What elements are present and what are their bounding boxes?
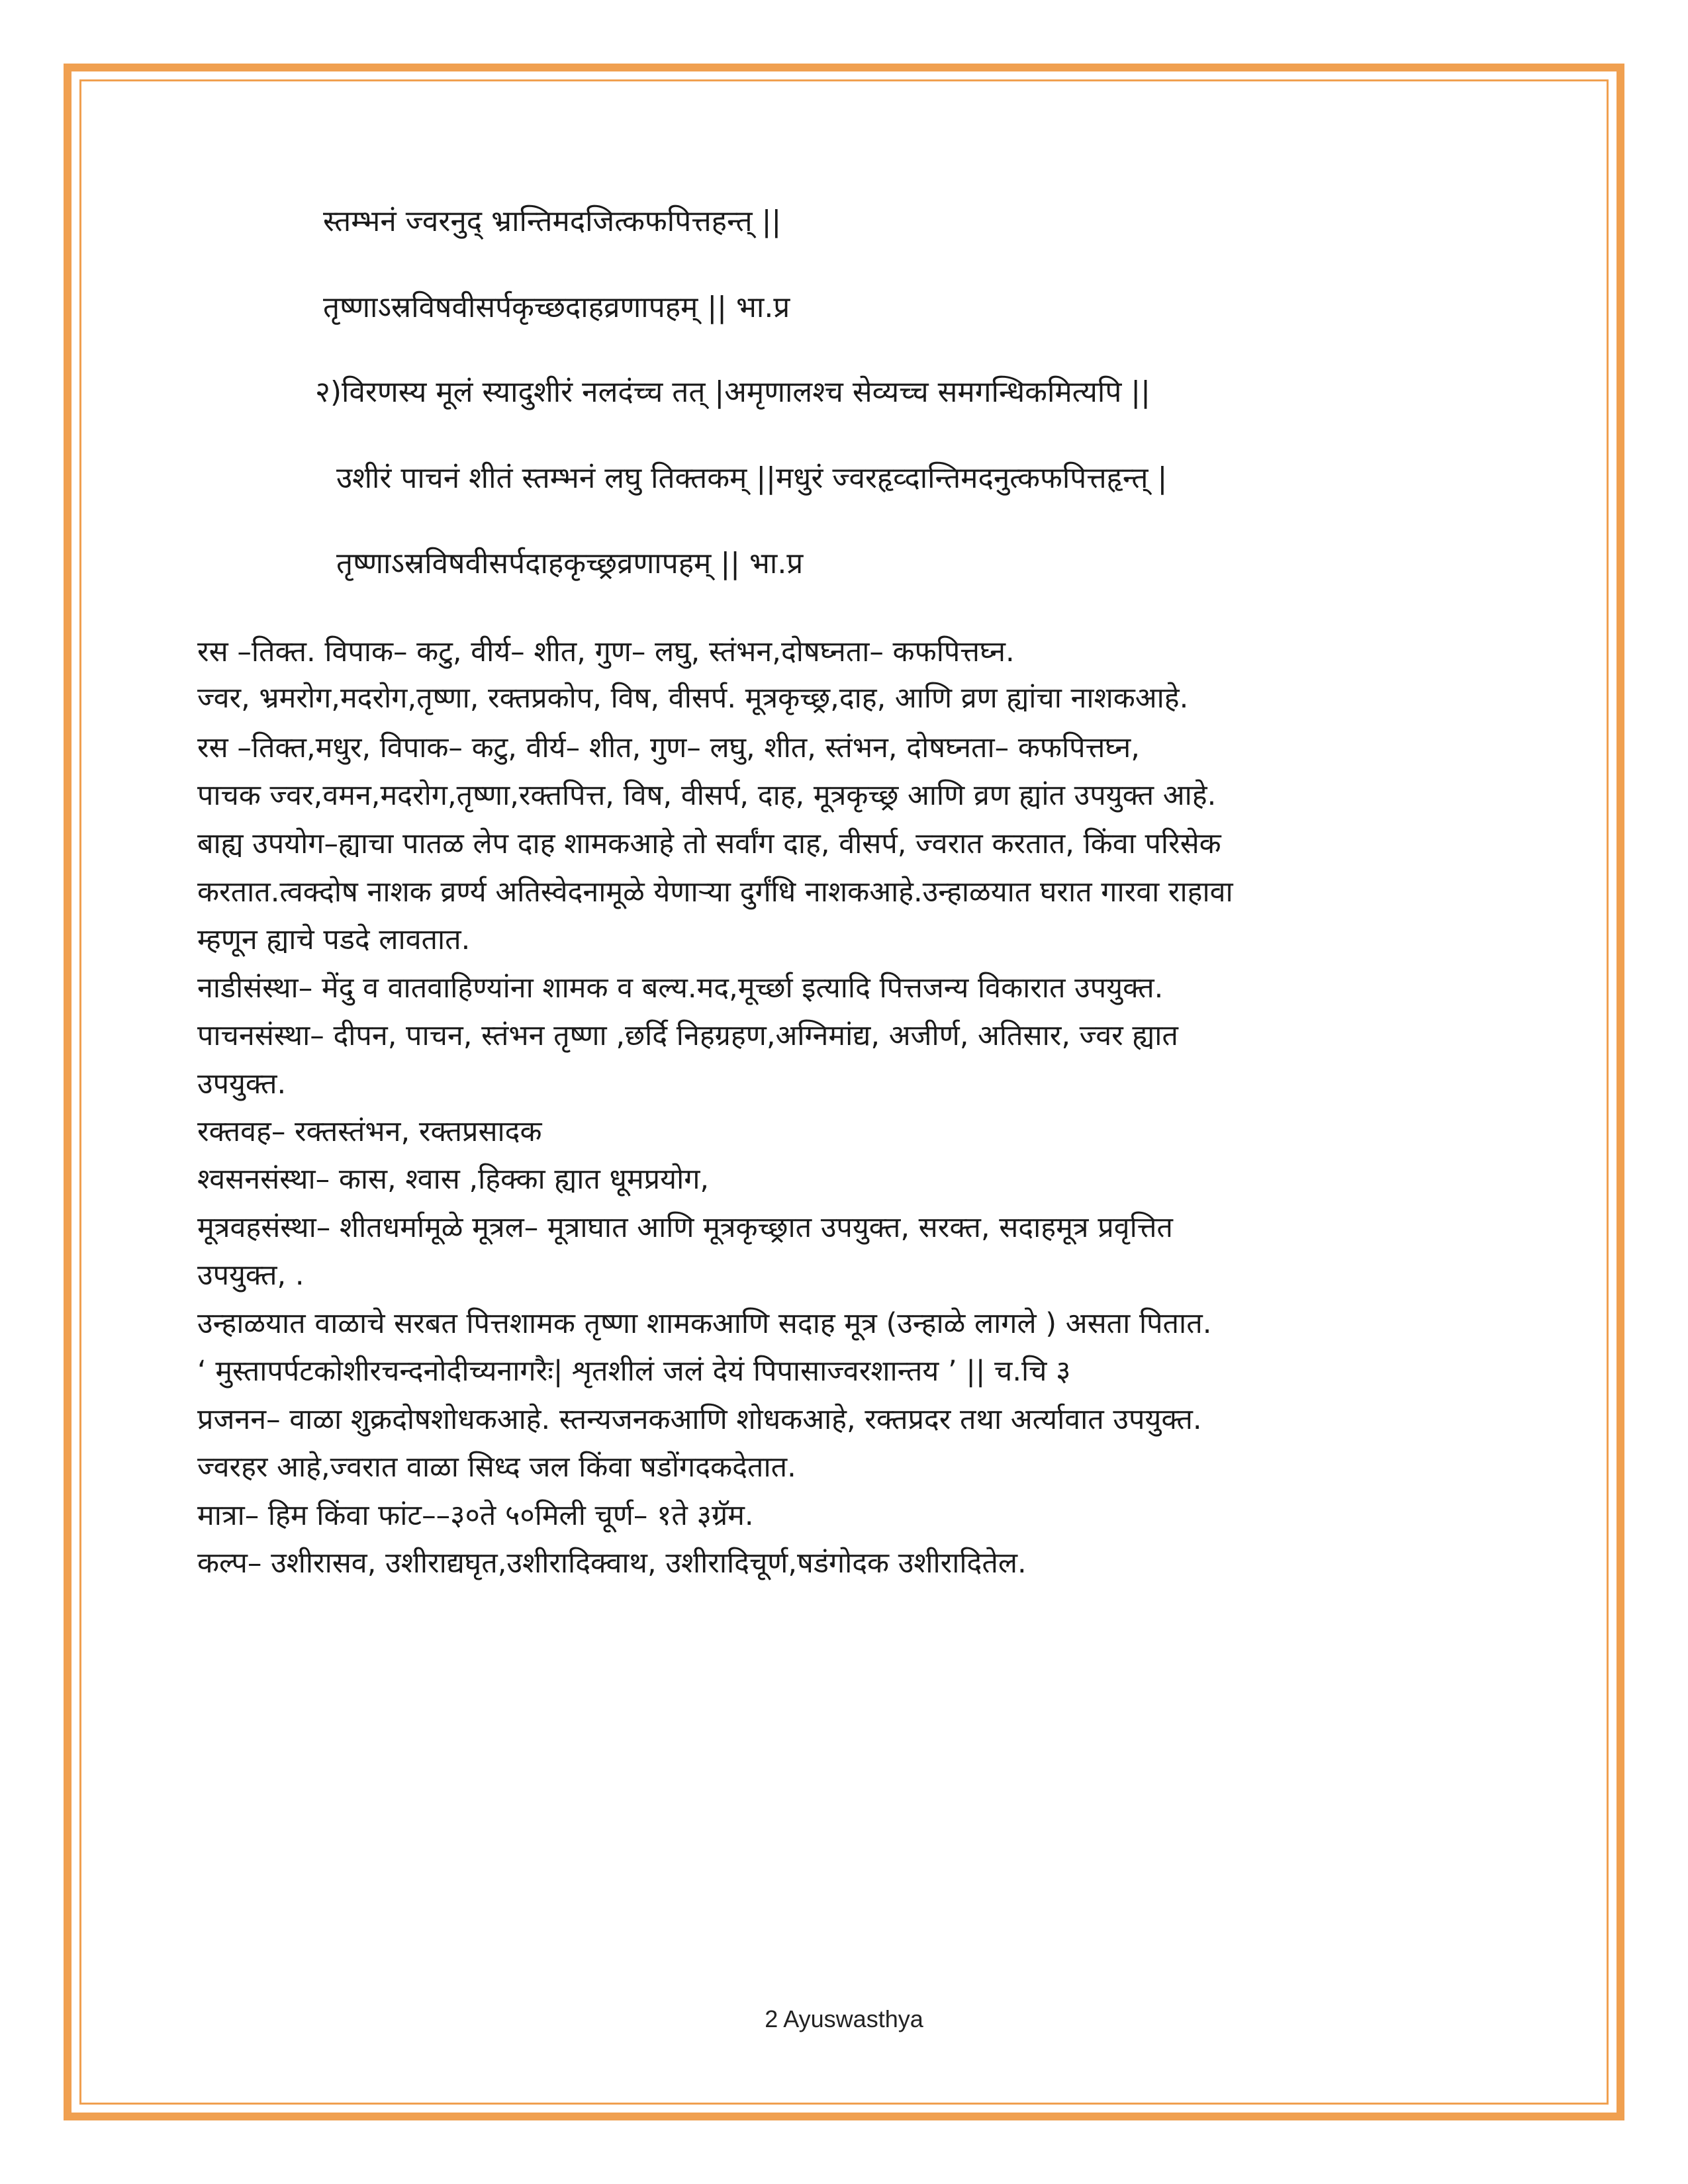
body-line-16: ‘ मुस्तापर्पटकोशीरचन्दनोदीच्यनागरैः| शृतशीलं जलं देयं पिपासाज्वरशान्तय ’ || च.चि ३ <box>197 1355 1071 1388</box>
body-line-9: पाचनसंस्था– दीपन, पाचन, स्तंभन तृष्णा ,छर्दि निहग्रहण,अग्निमांद्य, अजीर्ण, अतिसार, ज्वर ह्यात <box>197 1019 1178 1052</box>
body-line-1: रस –तिक्त. विपाक– कटु, वीर्य– शीत, गुण– लघु, स्तंभन,दोषघ्नता– कफपित्तघ्न. <box>197 635 1015 668</box>
verse-line-5: तृष्णाऽस्रविषवीसर्पदाहकृच्छ्रव्रणापहम् || भा.प्र <box>336 547 804 580</box>
body-line-15: उन्हाळयात वाळाचे सरबत पित्तशामक तृष्णा शामकआणि सदाह मूत्र (उन्हाळे लागले ) असता पितात. <box>197 1307 1212 1340</box>
body-line-19: मात्रा– हिम किंवा फांट––३०ते ५०मिली चूर्ण– १ते ३ग्रॅम. <box>197 1499 754 1532</box>
body-line-6: करतात.त्वक्दोष नाशक व्रर्ण्य अतिस्वेदनामूळे येणाऱ्या दुर्गंधि नाशकआहे.उन्हाळयात घरात गारवा राहावा <box>197 876 1233 909</box>
verse-line-2: तृष्णाऽस्रविषवीसर्पकृच्छदाहव्रणापहम् || भा.प्र <box>323 291 790 324</box>
body-line-3: रस –तिक्त,मधुर, विपाक– कटु, वीर्य– शीत, गुण– लघु, शीत, स्तंभन, दोषघ्नता– कफपित्तघ्न, <box>197 731 1140 764</box>
body-line-4: पाचक ज्वर,वमन,मदरोग,तृष्णा,रक्तपित्त, विष, वीसर्प, दाह, मूत्रकृच्छ्र आणि व्रण ह्यांत उपयुक्त आहे. <box>197 779 1217 812</box>
body-line-20: कल्प– उशीरासव, उशीराद्यघृत,उशीरादिक्वाथ, उशीरादिचूर्ण,षडंगोदक उशीरादितेल. <box>197 1547 1027 1580</box>
body-line-5: बाह्य उपयोग–ह्याचा पातळ लेप दाह शामकआहे तो सर्वांग दाह, वीसर्प, ज्वरात करतात, किंवा परिसेक <box>197 827 1221 860</box>
page-footer: 2 Ayuswasthya <box>765 2005 923 2032</box>
body-line-17: प्रजनन– वाळा शुक्रदोषशोधकआहे. स्तन्यजनकआणि शोधकआहे, रक्तप्रदर तथा अर्त्यावात उपयुक्त. <box>197 1403 1202 1436</box>
body-line-12: श्वसनसंस्था– कास, श्वास ,हिक्का ह्यात धूमप्रयोग, <box>197 1163 710 1196</box>
body-line-14: उपयुक्त, . <box>197 1259 305 1292</box>
body-line-11: रक्तवह– रक्तस्तंभन, रक्तप्रसादक <box>197 1115 542 1148</box>
body-line-8: नाडीसंस्था– मेंदु व वातवाहिण्यांना शामक व बल्य.मद,मूर्च्छा इत्यादि पित्तजन्य विकारात उपयुक्त. <box>197 972 1164 1005</box>
body-line-7: म्हणून ह्याचे पडदे लावतात. <box>197 923 471 956</box>
verse-line-1: स्तम्भनं ज्वरनुद् भ्रान्तिमदजित्कफपित्तहन्त् || <box>323 205 782 238</box>
body-line-18: ज्वरहर आहे,ज्वरात वाळा सिध्द जल किंवा षडोंगदकदेतात. <box>197 1451 796 1484</box>
verse-line-3: २)विरणस्य मूलं स्यादुशीरं नलदंच्च तत् |अमृणालश्च सेव्यच्च समगन्धिकमित्यपि || <box>315 375 1150 409</box>
body-line-13: मूत्रवहसंस्था– शीतधर्मामूळे मूत्रल– मूत्राघात आणि मूत्रकृच्छ्रात उपयुक्त, सरक्त, सदाहमूत्र प्रवृत्तित <box>197 1211 1173 1244</box>
verse-line-4: उशीरं पाचनं शीतं स्तम्भनं लघु तिक्तकम् ||मधुरं ज्वरहृव्दान्तिमदनुत्कफपित्तहृन्त् | <box>336 461 1168 495</box>
body-line-2: ज्वर, भ्रमरोग,मदरोग,तृष्णा, रक्तप्रकोप, विष, वीसर्प. मूत्रकृच्छ्र,दाह, आणि व्रण ह्यांचा नाशकआहे. <box>197 682 1189 715</box>
body-line-10: उपयुक्त. <box>197 1068 287 1101</box>
